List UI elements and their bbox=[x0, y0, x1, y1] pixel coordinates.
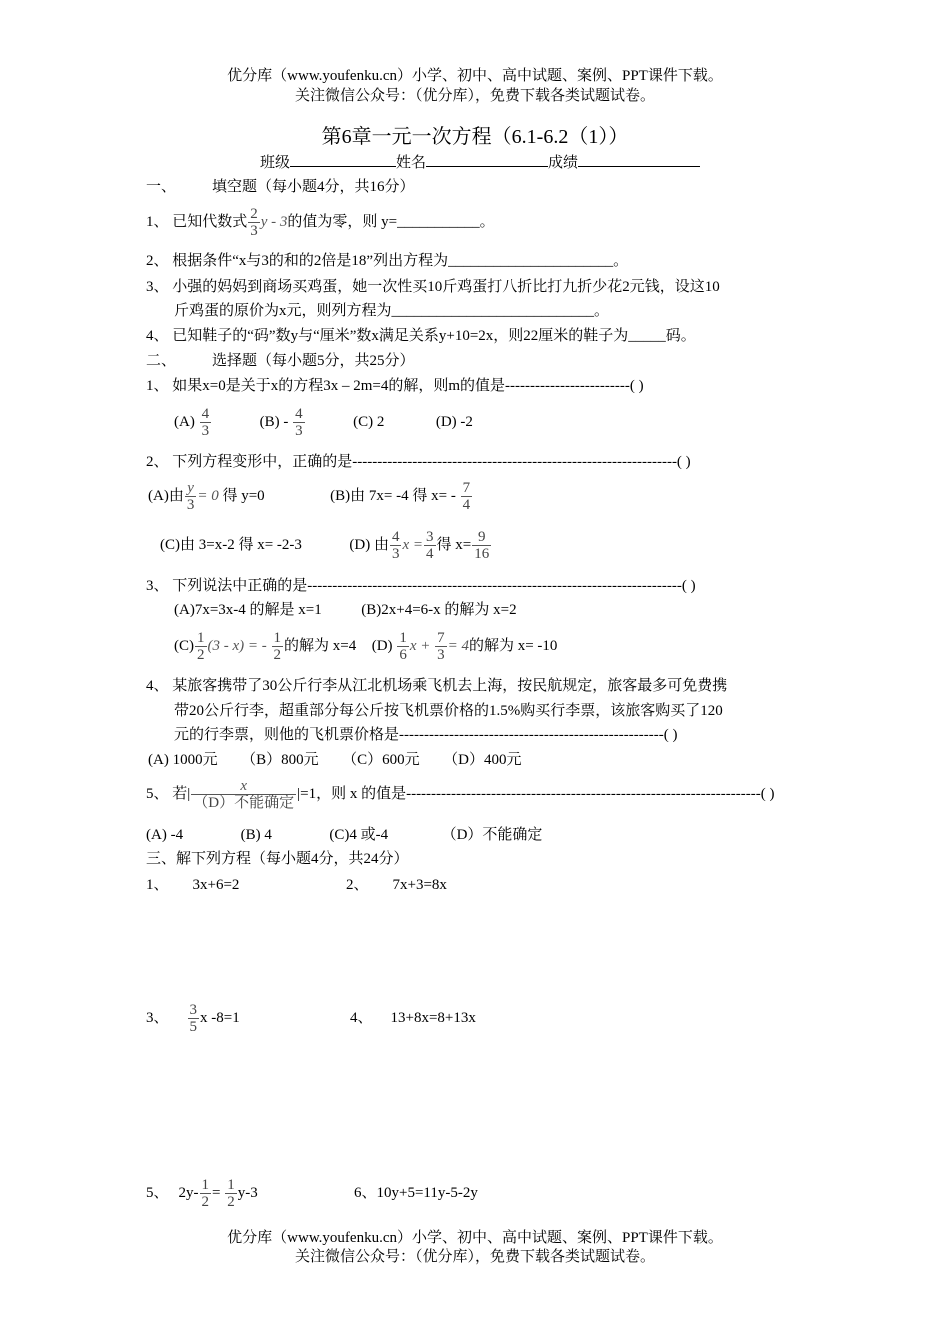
option-c-suffix: 的解为 x=4 bbox=[284, 638, 357, 654]
name-label: 姓名 bbox=[396, 155, 427, 171]
s2-q5-option-a[interactable]: (A) -4 bbox=[146, 827, 184, 843]
s2-q2-option-c[interactable]: (C)由 3=x-2 得 x= -2-3 bbox=[160, 537, 302, 553]
option-a-fraction bbox=[200, 406, 212, 439]
s1-q1-expression: y - 3 bbox=[260, 214, 288, 230]
section2-number: 二、 bbox=[146, 353, 177, 369]
s2-q5-options bbox=[146, 825, 542, 845]
info-line bbox=[260, 152, 700, 173]
option-c-prefix: (C) bbox=[174, 638, 194, 654]
s2-q3-option-c[interactable] bbox=[174, 630, 357, 664]
option-c-fraction-2 bbox=[272, 630, 284, 663]
s2-q2-options-ab bbox=[148, 476, 473, 516]
s2-q5-suffix: |=1，则 x 的值是-----------------------------------------------------------------------( ) bbox=[297, 786, 775, 802]
s1-q1-fraction bbox=[248, 206, 260, 239]
section1-number: 一、 bbox=[146, 179, 177, 195]
fraction-denominator: 6 bbox=[399, 647, 407, 664]
section1-title: 填空题（每小题4分，共16分） bbox=[212, 179, 415, 195]
problem-equation: x -8=1 bbox=[200, 1010, 240, 1026]
s2-q2-option-d[interactable] bbox=[349, 529, 492, 563]
s1-q4: 4、 已知鞋子的“码”数y与“厘米”数x满足关系y+10=2x，则22厘米的鞋子为_____码。 bbox=[146, 328, 696, 344]
fraction-numerator: 1 bbox=[227, 1177, 235, 1194]
option-d-suffix: 的解为 x= -10 bbox=[468, 638, 558, 654]
s2-q1-option-b[interactable] bbox=[259, 406, 306, 440]
fraction-numerator: 1 bbox=[197, 630, 205, 647]
s2-q4-option-d[interactable]: （D）400元 bbox=[443, 752, 522, 768]
fraction-numerator: 3 bbox=[189, 1002, 198, 1019]
fraction-denominator: 3 bbox=[437, 647, 445, 664]
s2-q4-option-c[interactable]: （C）600元 bbox=[342, 752, 420, 768]
fraction-numerator: 9 bbox=[477, 529, 486, 546]
problem-5-fraction-1 bbox=[200, 1177, 212, 1210]
s3-problem-4 bbox=[350, 1008, 476, 1028]
score-blank[interactable] bbox=[578, 152, 700, 167]
s2-q3-option-d[interactable] bbox=[371, 630, 558, 664]
fraction-denominator: 5 bbox=[189, 1019, 198, 1036]
s1-q3-line1: 3、 小强的妈妈到商场买鸡蛋，她一次性买10斤鸡蛋打八折比打九折少花2元钱，设这10 bbox=[146, 279, 720, 295]
footer-line-1: 优分库（www.youfenku.cn）小学、初中、高中试题、案例、PPT课件下载。 bbox=[227, 1230, 723, 1246]
option-d-fraction-1 bbox=[397, 630, 409, 663]
s2-q5-option-c[interactable]: (C)4 或-4 bbox=[329, 827, 389, 843]
s2-q2-option-a[interactable] bbox=[148, 480, 265, 514]
option-d-middle: 得 x= bbox=[436, 537, 472, 553]
problem-5-suffix: y-3 bbox=[237, 1185, 258, 1201]
s2-q5-fraction bbox=[191, 778, 296, 811]
s1-q2: 2、 根据条件“x与3的和的2倍是18”列出方程为______________________。 bbox=[146, 253, 629, 269]
fraction-denominator: 2 bbox=[227, 1194, 235, 1211]
fraction-numerator: x bbox=[240, 778, 248, 795]
fraction-denominator: 3 bbox=[250, 223, 258, 240]
s2-q2: 2、 下列方程变形中，正确的是-----------------------------------------------------------------( ) bbox=[146, 454, 691, 470]
s1-q1-suffix: 的值为零，则 y=___________。 bbox=[287, 214, 495, 230]
section2-heading bbox=[146, 351, 415, 371]
fraction-numerator: 4 bbox=[295, 406, 303, 423]
s2-q4-option-a[interactable]: (A) 1000元 bbox=[148, 752, 218, 768]
fraction-denominator: 4 bbox=[426, 546, 434, 563]
s3-problem-6: 6、10y+5=11y-5-2y bbox=[354, 1185, 478, 1201]
s3-problem-1 bbox=[146, 875, 239, 895]
option-d-prefix: (D) 由 bbox=[349, 537, 389, 553]
option-b-fraction bbox=[461, 480, 473, 513]
footer-line-2: 关注微信公众号：（优分库），免费下载各类试题试卷。 bbox=[294, 1249, 655, 1265]
s2-q4-option-b[interactable]: （B）800元 bbox=[241, 752, 319, 768]
s2-q5 bbox=[146, 774, 774, 814]
name-blank[interactable] bbox=[426, 152, 548, 167]
fraction-numerator: 1 bbox=[273, 630, 282, 647]
fraction-denominator: 3 bbox=[201, 423, 210, 440]
fraction-numerator: 2 bbox=[250, 206, 258, 223]
option-d-variable: x = bbox=[402, 537, 424, 553]
s1-q3-line2: 斤鸡蛋的原价为x元，则列方程为___________________________。 bbox=[174, 303, 610, 319]
problem-equation: 3x+6=2 bbox=[192, 877, 240, 893]
s2-q5-option-d[interactable]: （D）不能确定 bbox=[441, 827, 543, 843]
s2-q1-option-d[interactable]: (D) -2 bbox=[435, 414, 473, 430]
option-c-fraction-1 bbox=[195, 630, 207, 663]
fraction-denominator: 3 bbox=[186, 497, 195, 514]
s2-q2-option-b[interactable] bbox=[330, 480, 473, 514]
s2-q3-options-ab bbox=[174, 600, 517, 620]
option-a-suffix: 得 y=0 bbox=[222, 488, 265, 504]
s2-q1-option-c[interactable]: (C) 2 bbox=[353, 414, 385, 430]
class-blank[interactable] bbox=[290, 152, 396, 167]
fraction-denominator: 4 bbox=[462, 497, 471, 514]
problem-equation: 13+8x=8+13x bbox=[390, 1010, 476, 1026]
option-a-prefix: (A)由 bbox=[148, 488, 184, 504]
s2-q4-line2: 带20公斤行李，超重部分每公斤按飞机票价格的1.5%购买行李票，该旅客购买了120 bbox=[174, 703, 723, 719]
s3-problem-2 bbox=[346, 875, 447, 895]
problem-number: 3、 bbox=[146, 1010, 169, 1026]
fraction-denominator: 2 bbox=[201, 1194, 210, 1211]
fraction-numerator: 7 bbox=[437, 630, 445, 647]
fraction-numerator: y bbox=[187, 480, 194, 497]
s2-q1: 1、 如果x=0是关于x的方程3x – 2m=4的解，则m的值是-------------------------( ) bbox=[146, 378, 644, 394]
fraction-numerator: 4 bbox=[201, 406, 210, 423]
problem-number: 5、 bbox=[146, 1185, 169, 1201]
s3-problem-3 bbox=[146, 998, 240, 1038]
option-d-prefix: (D) bbox=[371, 638, 393, 654]
score-label: 成绩 bbox=[548, 155, 579, 171]
fraction-numerator: 1 bbox=[399, 630, 407, 647]
fraction-denominator: 2 bbox=[197, 647, 205, 664]
option-d-equals: = 4 bbox=[447, 638, 469, 654]
option-b-prefix: (B)由 7x= -4 得 x= - bbox=[330, 488, 456, 504]
fraction-denominator: （D）不能确定 bbox=[193, 795, 295, 812]
fraction-numerator: 7 bbox=[462, 480, 471, 497]
option-b-fraction bbox=[293, 406, 305, 439]
problem-number: 4、 bbox=[350, 1010, 373, 1026]
s1-q1 bbox=[146, 202, 495, 242]
page-title: 第6章一元一次方程（6.1-6.2（1）） bbox=[321, 126, 629, 148]
problem-equation: 7x+3=8x bbox=[392, 877, 447, 893]
fraction-numerator: 1 bbox=[201, 1177, 210, 1194]
s2-q2-options-cd bbox=[160, 525, 492, 565]
s2-q5-prefix: 5、 若| bbox=[146, 786, 191, 802]
problem-3-fraction bbox=[188, 1002, 200, 1035]
fraction-denominator: 3 bbox=[295, 423, 303, 440]
s2-q3-option-a[interactable]: (A)7x=3x-4 的解是 x=1 bbox=[174, 602, 322, 618]
option-d-fraction-2 bbox=[435, 630, 447, 663]
fraction-denominator: 2 bbox=[273, 647, 282, 664]
fraction-numerator: 3 bbox=[426, 529, 434, 546]
option-d-fraction-1 bbox=[390, 529, 402, 562]
s2-q1-options bbox=[174, 402, 473, 442]
s2-q1-option-a[interactable] bbox=[174, 406, 212, 440]
section3-heading: 三、解下列方程（每小题4分，共24分） bbox=[146, 851, 409, 867]
option-a-equals: = 0 bbox=[197, 488, 219, 504]
option-c-expression: (3 - x) = - bbox=[207, 638, 267, 654]
option-d-fraction-3 bbox=[472, 529, 491, 562]
option-a-fraction bbox=[185, 480, 197, 513]
s2-q5-option-b[interactable]: (B) 4 bbox=[240, 827, 272, 843]
header-line-1: 优分库（www.youfenku.cn）小学、初中、高中试题、案例、PPT课件下载。 bbox=[227, 68, 723, 84]
s2-q4-line1: 4、 某旅客携带了30公斤行李从江北机场乘飞机去上海，按民航规定，旅客最多可免费携 bbox=[146, 678, 728, 694]
option-d-variable: x + bbox=[409, 638, 431, 654]
option-d-fraction-2 bbox=[424, 529, 436, 562]
fraction-denominator: 3 bbox=[391, 546, 400, 563]
s3-problem-5 bbox=[146, 1173, 258, 1213]
option-b-label: (B) - bbox=[259, 414, 289, 430]
header-line-2: 关注微信公众号：（优分库），免费下载各类试题试卷。 bbox=[294, 88, 655, 104]
class-label: 班级 bbox=[260, 155, 291, 171]
option-a-label: (A) bbox=[174, 414, 195, 430]
fraction-numerator: 4 bbox=[391, 529, 400, 546]
problem-5-equals: = bbox=[212, 1185, 221, 1201]
s2-q3: 3、 下列说法中正确的是---------------------------------------------------------------------------( ) bbox=[146, 578, 696, 594]
fraction-denominator: 16 bbox=[474, 546, 490, 563]
section1-heading bbox=[146, 177, 415, 197]
problem-number: 1、 bbox=[146, 877, 169, 893]
s2-q4-options bbox=[148, 750, 521, 770]
s2-q3-options-cd bbox=[174, 626, 557, 666]
problem-number: 2、 bbox=[346, 877, 369, 893]
s1-q1-prefix: 1、 已知代数式 bbox=[146, 214, 248, 230]
s2-q3-option-b[interactable]: (B)2x+4=6-x 的解为 x=2 bbox=[361, 602, 517, 618]
problem-5-fraction-2 bbox=[225, 1177, 237, 1210]
s2-q4-line3: 元的行李票，则他的飞机票价格是-----------------------------------------------------( ) bbox=[174, 727, 678, 743]
problem-5-prefix: 2y- bbox=[178, 1185, 199, 1201]
section2-title: 选择题（每小题5分，共25分） bbox=[212, 353, 415, 369]
